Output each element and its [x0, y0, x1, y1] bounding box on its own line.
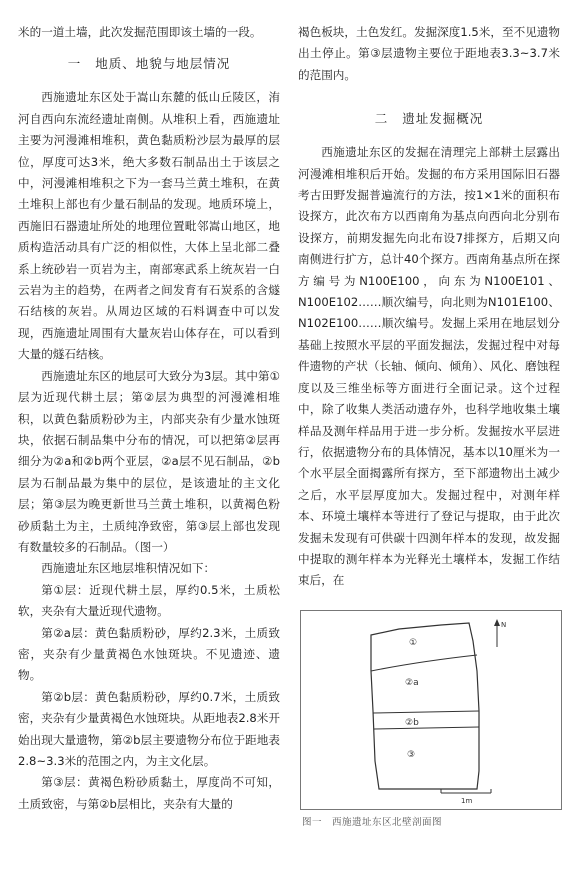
- section-heading-2: [298, 108, 560, 130]
- figure-caption-text: 西施遗址东区北壁剖面图: [332, 817, 443, 828]
- profile-drawing: [301, 611, 561, 809]
- scale-bar: [441, 789, 491, 805]
- figure-caption-label: 图一: [302, 817, 323, 828]
- section-number: 一: [67, 56, 82, 72]
- paragraph: 第③层：黄褐色粉砂质黏土，厚度尚不可知，土质致密，与第②b层相比，夹杂有大量的: [18, 775, 280, 811]
- boundary-2b-3: [374, 727, 479, 729]
- figure-caption: [302, 814, 442, 828]
- right-column: [298, 22, 560, 592]
- layer-label: ②a: [405, 678, 419, 688]
- left-column: [18, 22, 280, 815]
- north-arrow-icon: [494, 619, 506, 647]
- paragraph: 米的一道土墙，此次发掘范围即该土墙的一段。: [18, 25, 262, 39]
- north-label: N: [501, 621, 507, 629]
- paragraph: 西施遗址东区的发掘在清理完上部耕土层露出河漫滩相堆积后开始。发掘的布方采用国际旧石器考古田野发掘普遍流行的方法，按1×1米的面积布设探方，此次布方以西南角为基点向西向北分别布设探方，前期发掘先向北布设7排探方，后期又向南侧进行扩方，总计40个探方。西南角基点所在探方编号为N100E100，向东为N100E101、N100E102……顺次编号，向北则为N101E100、N102E100……顺次编号。发掘上采用在地层划分基础上按照水平层的平面发掘法，发掘过程中对每件遗物的产状（长轴、倾向、倾角）、风化、磨蚀程度以及三维坐标等方面进行全面记录。这个过程中，除了收集人类活动遗存外，也科学地收集土壤样品及测年样品用于进一步分析。发掘按水平层进行，依据遗物分布的具体情况，基本以10厘米为一个水平层全面揭露所有探方，至下部遗物出土减少之后，水平层厚度加大。发掘过程中，对测年样本、环境土壤样本等进行了登记与提取，由于此次发掘未发现有可供碳十四测年样本的发现，故发掘中提取的测年样本为光释光土壤样本，发掘工作结束后，在: [298, 145, 560, 588]
- section-profile-figure: [300, 610, 562, 810]
- scale-label: 1m: [461, 797, 473, 805]
- paragraph: 褐色板块，土色发红。发掘深度1.5米，至不见遗物出土停止。第③层遗物主要位于距地表3.3~3.7米的范围内。: [298, 25, 560, 82]
- layer-label: ①: [409, 638, 418, 648]
- boundary-2a-2b: [373, 711, 479, 713]
- paragraph: 第②a层：黄色黏质粉砂，厚约2.3米，土质致密，夹杂有少量黄褐色水蚀斑块。不见遗迹、遗物。: [18, 625, 280, 683]
- layer-label: ②b: [405, 718, 419, 728]
- layer-label: ③: [407, 750, 416, 760]
- paragraph: 第①层：近现代耕土层，厚约0.5米，土质松软，夹杂有大量近现代遗物。: [18, 582, 280, 619]
- section-number: 二: [374, 111, 389, 127]
- paragraph: 西施遗址东区地层堆积情况如下：: [41, 561, 216, 576]
- profile-outline: [371, 623, 479, 789]
- paragraph: 西施遗址东区处于嵩山东麓的低山丘陵区，洧河自西向东流经遗址南侧。从堆积上看，西施遗址主要为河漫滩相堆积，黄色黏质粉沙层为最厚的层位，厚度可达3米，绝大多数石制品出土于该层之中，河漫滩相堆积之下为一套马兰黄土堆积，在黄土堆积上部也有少量石制品的发现。地质环境上，西施旧石器遗址所处的地理位置毗邻嵩山地区，地质构造活动具有广泛的相似性，大体上呈北部二叠系上统砂岩一页岩为主，南部寒武系上统灰岩一白云岩为主的趋势，在两者之间发育有石炭系的含燧石结核的灰岩。从周边区域的石料调查中可以发现，西施遗址周围有大量灰岩山体存在，可以看到大量的燧石结核。: [18, 90, 280, 362]
- paragraph: 西施遗址东区的地层可大致分为3层。其中第①层为近现代耕土层；第②层为典型的河漫滩相堆积，以黄色黏质粉砂为主，内部夹杂有少量水蚀斑块，依据石制品集中分布的情况，可以把第②层再细分为②a和②b两个亚层，②a层不见石制品，②b层为石制品最为集中的层位，是该遗址的主文化层；第③层为晚更新世马兰黄土堆积，以黄褐色粉砂质黏土为主，土质纯净致密，第③层上部也发现有数量较多的石制品。（图一）: [18, 368, 280, 554]
- boundary-1-2a: [371, 655, 477, 671]
- section-title: 地质、地貌与地层情况: [95, 56, 231, 72]
- section-title: 遗址发掘概况: [402, 111, 484, 127]
- paragraph: 第②b层：黄色黏质粉砂，厚约0.7米，土质致密，夹杂有少量黄褐色水蚀斑块。从距地表2.8米开始出现大量遗物，第②b层主要遗物分布位于距地表2.8~3.3米的范围之内，为主文化层。: [18, 689, 280, 768]
- section-heading-1: [18, 53, 280, 75]
